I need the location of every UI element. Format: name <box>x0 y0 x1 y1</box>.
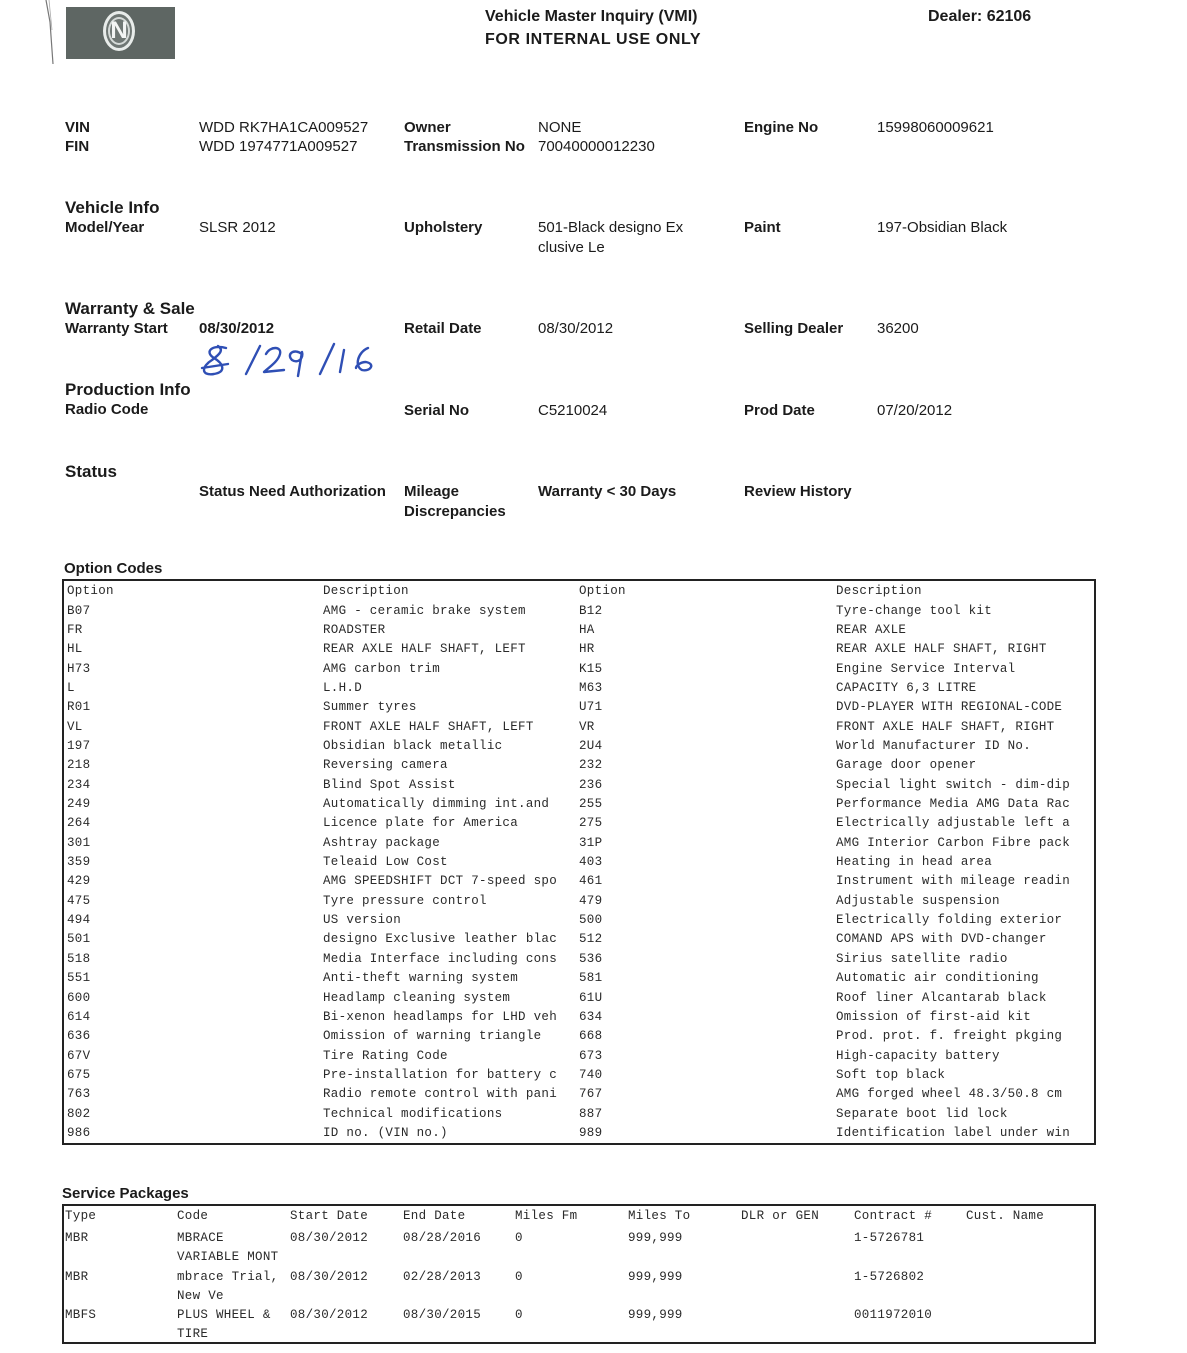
option-code: 600 <box>67 990 91 1005</box>
option-description-2: Adjustable suspension <box>836 893 1000 908</box>
option-code-2: 500 <box>579 913 603 928</box>
radio-code-label: Radio Code <box>65 401 149 418</box>
table-row <box>64 797 1098 816</box>
option-code-2: 236 <box>579 777 603 792</box>
option-description: US version <box>323 913 402 928</box>
option-description: Media Interface including cons <box>323 951 558 966</box>
table-row <box>64 1029 1098 1048</box>
retail-date-value: 08/30/2012 <box>538 320 614 337</box>
table-row <box>64 836 1098 855</box>
option-description: Tyre pressure control <box>323 893 487 908</box>
option-code: 429 <box>67 874 91 889</box>
package-miles-to: 999,999 <box>628 1231 683 1245</box>
option-code-2: HR <box>579 642 595 657</box>
option-description-2: Roof liner Alcantarab black <box>836 990 1047 1005</box>
option-description: Headlamp cleaning system <box>323 990 511 1005</box>
logo-letter: N <box>110 17 128 44</box>
option-description: designo Exclusive leather blac <box>323 932 558 947</box>
option-description: ROADSTER <box>323 622 386 637</box>
option-codes-header <box>64 584 1098 603</box>
option-code-2: M63 <box>579 680 603 695</box>
option-code: 518 <box>67 951 91 966</box>
prod-date-label: Prod Date <box>744 402 815 419</box>
option-description-2: Identification label under win <box>836 1125 1071 1140</box>
option-description-2: Engine Service Interval <box>836 661 1016 676</box>
handwritten-date-note <box>198 340 388 384</box>
table-row <box>64 642 1098 661</box>
option-code-2: 887 <box>579 1106 603 1121</box>
package-code-cont: TIRE <box>177 1327 209 1341</box>
option-code: 494 <box>67 913 91 928</box>
brand-logo <box>66 7 175 59</box>
package-start-date: 08/30/2012 <box>290 1308 369 1322</box>
fin-label: FIN <box>65 138 90 155</box>
table-row <box>64 1087 1098 1106</box>
model-value: SLSR 2012 <box>199 219 276 236</box>
fin-value: WDD 1974771A009527 <box>199 138 358 155</box>
package-code-cont: VARIABLE MONT <box>177 1250 279 1264</box>
option-description: Blind Spot Assist <box>323 777 456 792</box>
option-code-2: 767 <box>579 1087 603 1102</box>
package-miles-to: 999,999 <box>628 1269 683 1284</box>
option-code-2: 31P <box>579 835 603 850</box>
engine-value: 15998060009621 <box>877 119 994 136</box>
package-code-cont: New Ve <box>177 1288 224 1303</box>
table-row <box>64 952 1098 971</box>
option-description: Technical modifications <box>323 1106 503 1121</box>
option-code-2: 61U <box>579 990 603 1005</box>
option-codes-table <box>62 579 1096 1145</box>
upholstery-value: 501-Black designo Ex <box>538 219 684 236</box>
option-description-2: Tyre-change tool kit <box>836 603 993 618</box>
option-description: FRONT AXLE HALF SHAFT, LEFT <box>323 719 534 734</box>
prod-date-value: 07/20/2012 <box>877 402 953 419</box>
col-miles-fm: Miles Fm <box>515 1209 578 1223</box>
warranty-start-label: Warranty Start <box>65 320 168 337</box>
option-code-2: 255 <box>579 797 603 811</box>
col-cust-name: Cust. Name <box>966 1209 1045 1223</box>
option-code-2: B12 <box>579 603 603 618</box>
option-code: 675 <box>67 1067 91 1082</box>
package-end-date: 08/30/2015 <box>403 1308 482 1322</box>
option-description: Omission of warning triangle <box>323 1029 542 1044</box>
owner-label: Owner <box>404 119 451 136</box>
col-start-date: Start Date <box>290 1209 369 1223</box>
package-miles-to: 999,999 <box>628 1308 683 1322</box>
table-row <box>64 816 1098 835</box>
vin-value: WDD RK7HA1CA009527 <box>199 119 369 136</box>
table-row <box>64 720 1098 739</box>
option-description-2: World Manufacturer ID No. <box>836 738 1032 753</box>
option-code: 614 <box>67 1009 91 1024</box>
package-start-date: 08/30/2012 <box>290 1231 369 1245</box>
table-row <box>64 971 1098 990</box>
package-contract: 1-5726781 <box>854 1231 925 1245</box>
option-code-2: 536 <box>579 951 603 966</box>
engine-label: Engine No <box>744 119 819 136</box>
table-row <box>64 991 1098 1010</box>
col-type: Type <box>65 1209 97 1223</box>
option-code-2: 581 <box>579 971 603 986</box>
transmission-value: 70040000012230 <box>538 138 655 155</box>
option-description: Tire Rating Code <box>323 1048 448 1063</box>
package-type: MBR <box>65 1269 89 1284</box>
option-description: Radio remote control with pani <box>323 1087 558 1102</box>
table-row <box>64 894 1098 913</box>
serial-no-value: C5210024 <box>538 402 608 419</box>
paint-value: 197-Obsidian Black <box>877 219 1008 236</box>
table-row <box>64 1126 1098 1145</box>
table-row <box>64 739 1098 758</box>
option-code-2: HA <box>579 622 595 637</box>
option-code-2: 668 <box>579 1029 603 1044</box>
option-description: Teleaid Low Cost <box>323 855 448 870</box>
option-description-2: Soft top black <box>836 1067 946 1082</box>
option-description-2: CAPACITY 6,3 LITRE <box>836 680 977 695</box>
table-row <box>64 855 1098 874</box>
option-code-2: 512 <box>579 932 603 947</box>
option-description-2: Prod. prot. f. freight pkging <box>836 1029 1063 1044</box>
col-option: Option <box>67 584 114 598</box>
warranty-heading: Warranty & Sale <box>65 299 195 318</box>
option-code: R01 <box>67 700 91 715</box>
option-description-2: Heating in head area <box>836 855 993 870</box>
option-code: VL <box>67 719 83 734</box>
model-label: Model/Year <box>65 219 145 236</box>
table-row <box>64 778 1098 797</box>
option-description: Reversing camera <box>323 758 448 773</box>
option-description: Ashtray package <box>323 835 441 850</box>
option-code: 301 <box>67 835 91 850</box>
option-description-2: AMG forged wheel 48.3/50.8 cm <box>836 1087 1063 1102</box>
serial-no-label: Serial No <box>404 402 470 419</box>
package-end-date: 08/28/2016 <box>403 1231 482 1245</box>
warranty-start-value: 08/30/2012 <box>199 320 275 337</box>
package-miles-fm: 0 <box>515 1308 523 1322</box>
owner-value: NONE <box>538 119 582 136</box>
col-description-2: Description <box>836 584 922 598</box>
option-code: B07 <box>67 603 91 618</box>
option-description: AMG SPEEDSHIFT DCT 7-speed spo <box>323 874 558 889</box>
table-row <box>64 932 1098 951</box>
table-row <box>64 1049 1098 1068</box>
option-description: L.H.D <box>323 680 363 695</box>
option-code-2: 673 <box>579 1048 603 1063</box>
option-code: 67V <box>67 1048 91 1063</box>
option-code: 636 <box>67 1029 91 1044</box>
paint-label: Paint <box>744 219 781 236</box>
option-code: 763 <box>67 1087 91 1102</box>
option-description-2: COMAND APS with DVD-changer <box>836 932 1047 947</box>
option-code: 501 <box>67 932 91 947</box>
table-row <box>64 1068 1098 1087</box>
col-description: Description <box>323 584 409 598</box>
dealer-number: Dealer: 62106 <box>928 8 1032 25</box>
option-code-2: 232 <box>579 758 603 773</box>
option-description: REAR AXLE HALF SHAFT, LEFT <box>323 642 526 657</box>
option-codes-heading: Option Codes <box>64 560 163 577</box>
option-code: 802 <box>67 1106 91 1121</box>
option-description: AMG carbon trim <box>323 661 441 676</box>
option-code: 475 <box>67 893 91 908</box>
option-description-2: High-capacity battery <box>836 1048 1000 1063</box>
option-code: 986 <box>67 1125 91 1140</box>
upholstery-value-cont: clusive Le <box>538 239 605 256</box>
table-row <box>64 758 1098 777</box>
table-row <box>64 1010 1098 1029</box>
option-code: H73 <box>67 661 91 676</box>
option-description-2: Electrically folding exterior <box>836 913 1063 928</box>
option-description-2: REAR AXLE HALF SHAFT, RIGHT <box>836 642 1047 657</box>
retail-date-label: Retail Date <box>404 320 482 337</box>
package-end-date: 02/28/2013 <box>403 1269 482 1284</box>
vehicle-info-heading: Vehicle Info <box>65 198 160 217</box>
package-code: mbrace Trial, <box>177 1269 279 1284</box>
option-code-2: VR <box>579 719 595 734</box>
service-packages-header <box>64 1209 1098 1227</box>
table-row <box>64 681 1098 700</box>
package-miles-fm: 0 <box>515 1269 523 1284</box>
table-row <box>64 604 1098 623</box>
table-row <box>64 662 1098 681</box>
option-description: Pre-installation for battery c <box>323 1067 558 1082</box>
status-warranty-30-days: Warranty < 30 Days <box>538 483 677 500</box>
table-row <box>64 700 1098 719</box>
option-description: Automatically dimming int.and <box>323 797 550 811</box>
option-description-2: Automatic air conditioning <box>836 971 1039 986</box>
col-miles-to: Miles To <box>628 1209 691 1223</box>
option-code-2: 989 <box>579 1125 603 1140</box>
option-description-2: Sirius satellite radio <box>836 951 1008 966</box>
option-description: Anti-theft warning system <box>323 971 519 986</box>
vin-label: VIN <box>65 119 91 136</box>
option-code-2: U71 <box>579 700 603 715</box>
table-row <box>64 874 1098 893</box>
option-code-2: 275 <box>579 816 603 831</box>
col-dlr-or-gen: DLR or GEN <box>741 1209 820 1223</box>
package-type: MBFS <box>65 1308 97 1322</box>
status-heading: Status <box>65 462 117 481</box>
table-row <box>64 1107 1098 1126</box>
option-description-2: FRONT AXLE HALF SHAFT, RIGHT <box>836 719 1055 734</box>
selling-dealer-value: 36200 <box>877 320 919 337</box>
option-code-2: 634 <box>579 1009 603 1024</box>
option-description: Licence plate for America <box>323 816 519 831</box>
option-description-2: Garage door opener <box>836 758 977 773</box>
col-code: Code <box>177 1209 209 1223</box>
option-code: HL <box>67 642 83 657</box>
package-start-date: 08/30/2012 <box>290 1269 369 1284</box>
option-code: 234 <box>67 777 91 792</box>
page-subtitle: FOR INTERNAL USE ONLY <box>485 31 702 48</box>
option-code-2: 479 <box>579 893 603 908</box>
table-row <box>64 1305 1098 1343</box>
option-code-2: K15 <box>579 661 603 676</box>
package-type: MBR <box>65 1231 89 1245</box>
option-description: AMG - ceramic brake system <box>323 603 526 618</box>
package-code: MBRACE <box>177 1231 224 1245</box>
status-need-authorization: Status Need Authorization <box>199 483 386 500</box>
option-code: 249 <box>67 797 91 811</box>
table-row <box>64 1228 1098 1266</box>
option-description: Obsidian black metallic <box>323 738 503 753</box>
option-description-2: REAR AXLE <box>836 622 907 637</box>
option-description-2: DVD-PLAYER WITH REGIONAL-CODE <box>836 700 1063 715</box>
option-description-2: Special light switch - dim-dip <box>836 777 1071 792</box>
col-option-2: Option <box>579 584 626 598</box>
option-description-2: AMG Interior Carbon Fibre pack <box>836 835 1071 850</box>
option-description-2: Performance Media AMG Data Rac <box>836 797 1071 811</box>
option-code: 218 <box>67 758 91 773</box>
production-heading: Production Info <box>65 380 191 399</box>
option-code-2: 403 <box>579 855 603 870</box>
col-contract: Contract # <box>854 1209 933 1223</box>
status-review-history: Review History <box>744 483 852 500</box>
option-description: ID no. (VIN no.) <box>323 1125 448 1140</box>
option-description-2: Separate boot lid lock <box>836 1106 1008 1121</box>
col-end-date: End Date <box>403 1209 466 1223</box>
option-code-2: 2U4 <box>579 738 603 753</box>
option-description-2: Electrically adjustable left a <box>836 816 1071 831</box>
upholstery-label: Upholstery <box>404 219 483 236</box>
service-packages-heading: Service Packages <box>62 1185 189 1202</box>
package-miles-fm: 0 <box>515 1231 523 1245</box>
scan-edge-mark <box>44 0 56 65</box>
option-description: Bi-xenon headlamps for LHD veh <box>323 1009 558 1024</box>
package-contract: 0011972010 <box>854 1308 933 1322</box>
option-code-2: 740 <box>579 1067 603 1082</box>
table-row <box>64 1267 1098 1305</box>
status-mileage-cont: Discrepancies <box>404 503 506 520</box>
option-code: 264 <box>67 816 91 831</box>
option-code: 359 <box>67 855 91 870</box>
option-code: FR <box>67 622 83 637</box>
option-code: 551 <box>67 971 91 986</box>
table-row <box>64 623 1098 642</box>
table-row <box>64 913 1098 932</box>
option-description-2: Instrument with mileage readin <box>836 874 1071 889</box>
package-contract: 1-5726802 <box>854 1269 925 1284</box>
status-mileage: Mileage <box>404 483 460 500</box>
option-code: L <box>67 680 75 695</box>
page-title: Vehicle Master Inquiry (VMI) <box>485 8 698 25</box>
option-code: 197 <box>67 738 91 753</box>
transmission-label: Transmission No <box>404 138 525 155</box>
option-description: Summer tyres <box>323 700 417 715</box>
option-description-2: Omission of first-aid kit <box>836 1009 1032 1024</box>
selling-dealer-label: Selling Dealer <box>744 320 844 337</box>
service-packages-table <box>62 1204 1096 1344</box>
option-code-2: 461 <box>579 874 603 889</box>
package-code: PLUS WHEEL & <box>177 1308 271 1322</box>
